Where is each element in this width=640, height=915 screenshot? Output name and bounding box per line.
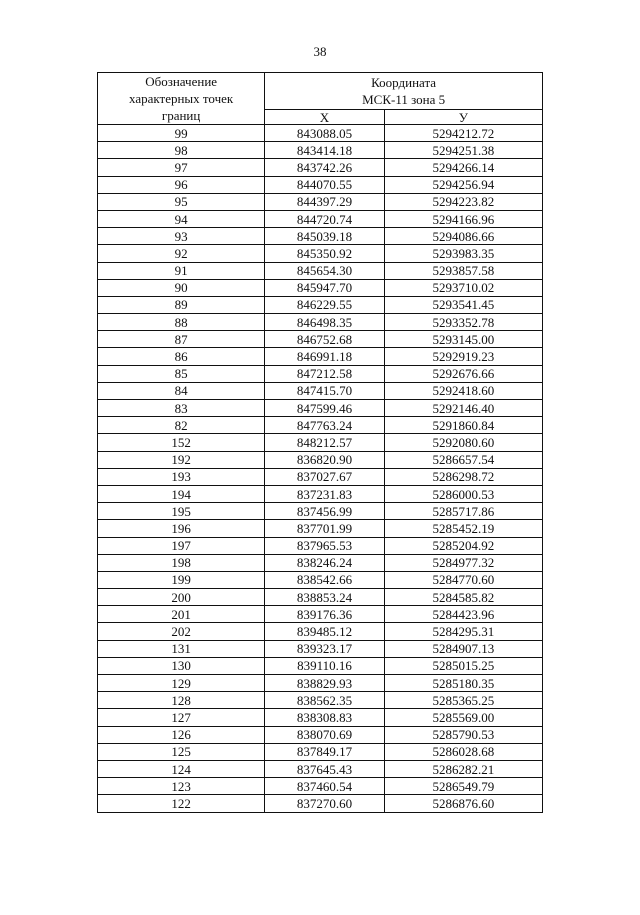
point-number-cell: 122 (98, 795, 265, 812)
y-coordinate-cell: 5285204.92 (384, 537, 542, 554)
point-number-cell: 92 (98, 245, 265, 262)
x-coordinate-cell: 837849.17 (265, 743, 385, 760)
table-row (98, 795, 543, 812)
table-row (98, 537, 543, 554)
x-coordinate-cell: 847212.58 (265, 365, 385, 382)
y-coordinate-cell: 5293857.58 (384, 262, 542, 279)
table-row (98, 262, 543, 279)
y-coordinate-cell: 5293983.35 (384, 245, 542, 262)
table-row (98, 451, 543, 468)
y-coordinate-cell: 5293541.45 (384, 296, 542, 313)
table-row (98, 520, 543, 537)
point-number-cell: 130 (98, 657, 265, 674)
point-number-cell: 202 (98, 623, 265, 640)
coordinate-system-header (265, 73, 543, 110)
point-number-cell: 91 (98, 262, 265, 279)
x-coordinate-cell: 839323.17 (265, 640, 385, 657)
point-number-cell: 125 (98, 743, 265, 760)
x-coordinate-cell: 838829.93 (265, 675, 385, 692)
table-row (98, 623, 543, 640)
x-coordinate-cell: 839110.16 (265, 657, 385, 674)
x-coordinate-cell: 838542.66 (265, 571, 385, 588)
table-row (98, 709, 543, 726)
y-coordinate-cell: 5285365.25 (384, 692, 542, 709)
table-row (98, 606, 543, 623)
y-coordinate-cell: 5286282.21 (384, 760, 542, 777)
x-coordinate-cell: 838308.83 (265, 709, 385, 726)
y-coordinate-cell: 5293352.78 (384, 314, 542, 331)
point-number-cell: 82 (98, 417, 265, 434)
y-coordinate-cell: 5292919.23 (384, 348, 542, 365)
table-row (98, 485, 543, 502)
point-number-cell: 124 (98, 760, 265, 777)
x-coordinate-cell: 836820.90 (265, 451, 385, 468)
y-coordinate-cell: 5294166.96 (384, 210, 542, 227)
table-body (98, 125, 543, 813)
point-header-line: границ (161, 108, 201, 123)
y-coordinate-cell: 5286298.72 (384, 468, 542, 485)
point-number-cell: 193 (98, 468, 265, 485)
x-coordinate-cell: 838246.24 (265, 554, 385, 571)
y-coordinate-cell: 5286028.68 (384, 743, 542, 760)
y-coordinate-cell: 5286876.60 (384, 795, 542, 812)
y-coordinate-cell: 5286000.53 (384, 485, 542, 502)
y-coordinate-cell: 5294256.94 (384, 176, 542, 193)
y-coordinate-cell: 5285015.25 (384, 657, 542, 674)
x-coordinate-cell: 846498.35 (265, 314, 385, 331)
y-coordinate-cell: 5291860.84 (384, 417, 542, 434)
x-coordinate-cell: 838070.69 (265, 726, 385, 743)
point-number-cell: 99 (98, 125, 265, 142)
y-column-header: У (384, 110, 542, 125)
table-row (98, 159, 543, 176)
table-row (98, 778, 543, 795)
x-coordinate-cell: 847415.70 (265, 382, 385, 399)
table-row (98, 400, 543, 417)
x-coordinate-cell: 845654.30 (265, 262, 385, 279)
table-row (98, 193, 543, 210)
table-row (98, 434, 543, 451)
y-coordinate-cell: 5284423.96 (384, 606, 542, 623)
x-coordinate-cell: 837027.67 (265, 468, 385, 485)
point-number-cell: 83 (98, 400, 265, 417)
table-row (98, 726, 543, 743)
y-coordinate-cell: 5285717.86 (384, 503, 542, 520)
x-coordinate-cell: 844720.74 (265, 210, 385, 227)
table-row (98, 760, 543, 777)
table-row (98, 348, 543, 365)
point-header-line: Обозначение (145, 74, 218, 89)
y-coordinate-cell: 5292080.60 (384, 434, 542, 451)
x-coordinate-cell: 838562.35 (265, 692, 385, 709)
point-number-cell: 129 (98, 675, 265, 692)
table-row (98, 314, 543, 331)
point-number-cell: 198 (98, 554, 265, 571)
table-row (98, 571, 543, 588)
x-coordinate-cell: 843742.26 (265, 159, 385, 176)
x-coordinate-cell: 839485.12 (265, 623, 385, 640)
x-coordinate-cell: 837270.60 (265, 795, 385, 812)
table-row (98, 296, 543, 313)
y-coordinate-cell: 5286657.54 (384, 451, 542, 468)
point-number-cell: 126 (98, 726, 265, 743)
point-number-cell: 94 (98, 210, 265, 227)
y-coordinate-cell: 5286549.79 (384, 778, 542, 795)
table-row (98, 210, 543, 227)
y-coordinate-cell: 5292146.40 (384, 400, 542, 417)
table-row (98, 640, 543, 657)
y-coordinate-cell: 5285452.19 (384, 520, 542, 537)
x-coordinate-cell: 837965.53 (265, 537, 385, 554)
point-number-cell: 93 (98, 228, 265, 245)
point-number-cell: 194 (98, 485, 265, 502)
table-row (98, 692, 543, 709)
table-row (98, 417, 543, 434)
x-coordinate-cell: 845039.18 (265, 228, 385, 245)
point-number-cell: 131 (98, 640, 265, 657)
y-coordinate-cell: 5293145.00 (384, 331, 542, 348)
y-coordinate-cell: 5284770.60 (384, 571, 542, 588)
x-column-header: X (265, 110, 385, 125)
x-coordinate-cell: 839176.36 (265, 606, 385, 623)
y-coordinate-cell: 5293710.02 (384, 279, 542, 296)
table-row (98, 743, 543, 760)
table-row (98, 125, 543, 142)
point-header-line: характерных точек (129, 91, 234, 106)
point-number-cell: 123 (98, 778, 265, 795)
point-number-cell: 88 (98, 314, 265, 331)
y-coordinate-cell: 5294223.82 (384, 193, 542, 210)
table-row (98, 142, 543, 159)
x-coordinate-cell: 843414.18 (265, 142, 385, 159)
point-number-cell: 89 (98, 296, 265, 313)
point-number-cell: 98 (98, 142, 265, 159)
x-coordinate-cell: 837456.99 (265, 503, 385, 520)
point-number-cell: 97 (98, 159, 265, 176)
y-coordinate-cell: 5284585.82 (384, 589, 542, 606)
table-row (98, 382, 543, 399)
x-coordinate-cell: 846991.18 (265, 348, 385, 365)
point-number-cell: 84 (98, 382, 265, 399)
table-row (98, 331, 543, 348)
point-number-cell: 87 (98, 331, 265, 348)
point-number-cell: 199 (98, 571, 265, 588)
x-coordinate-cell: 844397.29 (265, 193, 385, 210)
table-row (98, 228, 543, 245)
y-coordinate-cell: 5284907.13 (384, 640, 542, 657)
table-row (98, 589, 543, 606)
y-coordinate-cell: 5292418.60 (384, 382, 542, 399)
y-coordinate-cell: 5284295.31 (384, 623, 542, 640)
y-coordinate-cell: 5294251.38 (384, 142, 542, 159)
y-coordinate-cell: 5294266.14 (384, 159, 542, 176)
table-row (98, 365, 543, 382)
coord-header-line: МСК-11 зона 5 (362, 92, 446, 107)
x-coordinate-cell: 848212.57 (265, 434, 385, 451)
x-coordinate-cell: 846752.68 (265, 331, 385, 348)
point-number-cell: 200 (98, 589, 265, 606)
x-coordinate-cell: 837701.99 (265, 520, 385, 537)
point-number-cell: 85 (98, 365, 265, 382)
table-row (98, 245, 543, 262)
y-coordinate-cell: 5294086.66 (384, 228, 542, 245)
table-row (98, 503, 543, 520)
x-coordinate-cell: 845947.70 (265, 279, 385, 296)
x-coordinate-cell: 844070.55 (265, 176, 385, 193)
x-coordinate-cell: 846229.55 (265, 296, 385, 313)
point-number-cell: 95 (98, 193, 265, 210)
point-number-cell: 197 (98, 537, 265, 554)
y-coordinate-cell: 5294212.72 (384, 125, 542, 142)
point-number-cell: 86 (98, 348, 265, 365)
point-number-cell: 96 (98, 176, 265, 193)
table-row (98, 554, 543, 571)
point-number-cell: 195 (98, 503, 265, 520)
x-coordinate-cell: 847763.24 (265, 417, 385, 434)
x-coordinate-cell: 837645.43 (265, 760, 385, 777)
point-number-cell: 192 (98, 451, 265, 468)
y-coordinate-cell: 5285180.35 (384, 675, 542, 692)
y-coordinate-cell: 5284977.32 (384, 554, 542, 571)
y-coordinate-cell: 5285790.53 (384, 726, 542, 743)
y-coordinate-cell: 5285569.00 (384, 709, 542, 726)
point-number-cell: 201 (98, 606, 265, 623)
table-header (98, 73, 543, 125)
point-designation-header (98, 73, 265, 125)
table-row (98, 468, 543, 485)
x-coordinate-cell: 843088.05 (265, 125, 385, 142)
table-row (98, 176, 543, 193)
table-row (98, 279, 543, 296)
x-coordinate-cell: 837460.54 (265, 778, 385, 795)
table-row (98, 675, 543, 692)
x-coordinate-cell: 837231.83 (265, 485, 385, 502)
x-coordinate-cell: 838853.24 (265, 589, 385, 606)
point-number-cell: 152 (98, 434, 265, 451)
y-coordinate-cell: 5292676.66 (384, 365, 542, 382)
point-number-cell: 127 (98, 709, 265, 726)
x-coordinate-cell: 847599.46 (265, 400, 385, 417)
table-row (98, 657, 543, 674)
point-number-cell: 90 (98, 279, 265, 296)
page-number: 38 (313, 44, 327, 59)
coordinates-table (97, 72, 543, 813)
point-number-cell: 196 (98, 520, 265, 537)
x-coordinate-cell: 845350.92 (265, 245, 385, 262)
point-number-cell: 128 (98, 692, 265, 709)
coord-header-line: Координата (371, 75, 437, 90)
